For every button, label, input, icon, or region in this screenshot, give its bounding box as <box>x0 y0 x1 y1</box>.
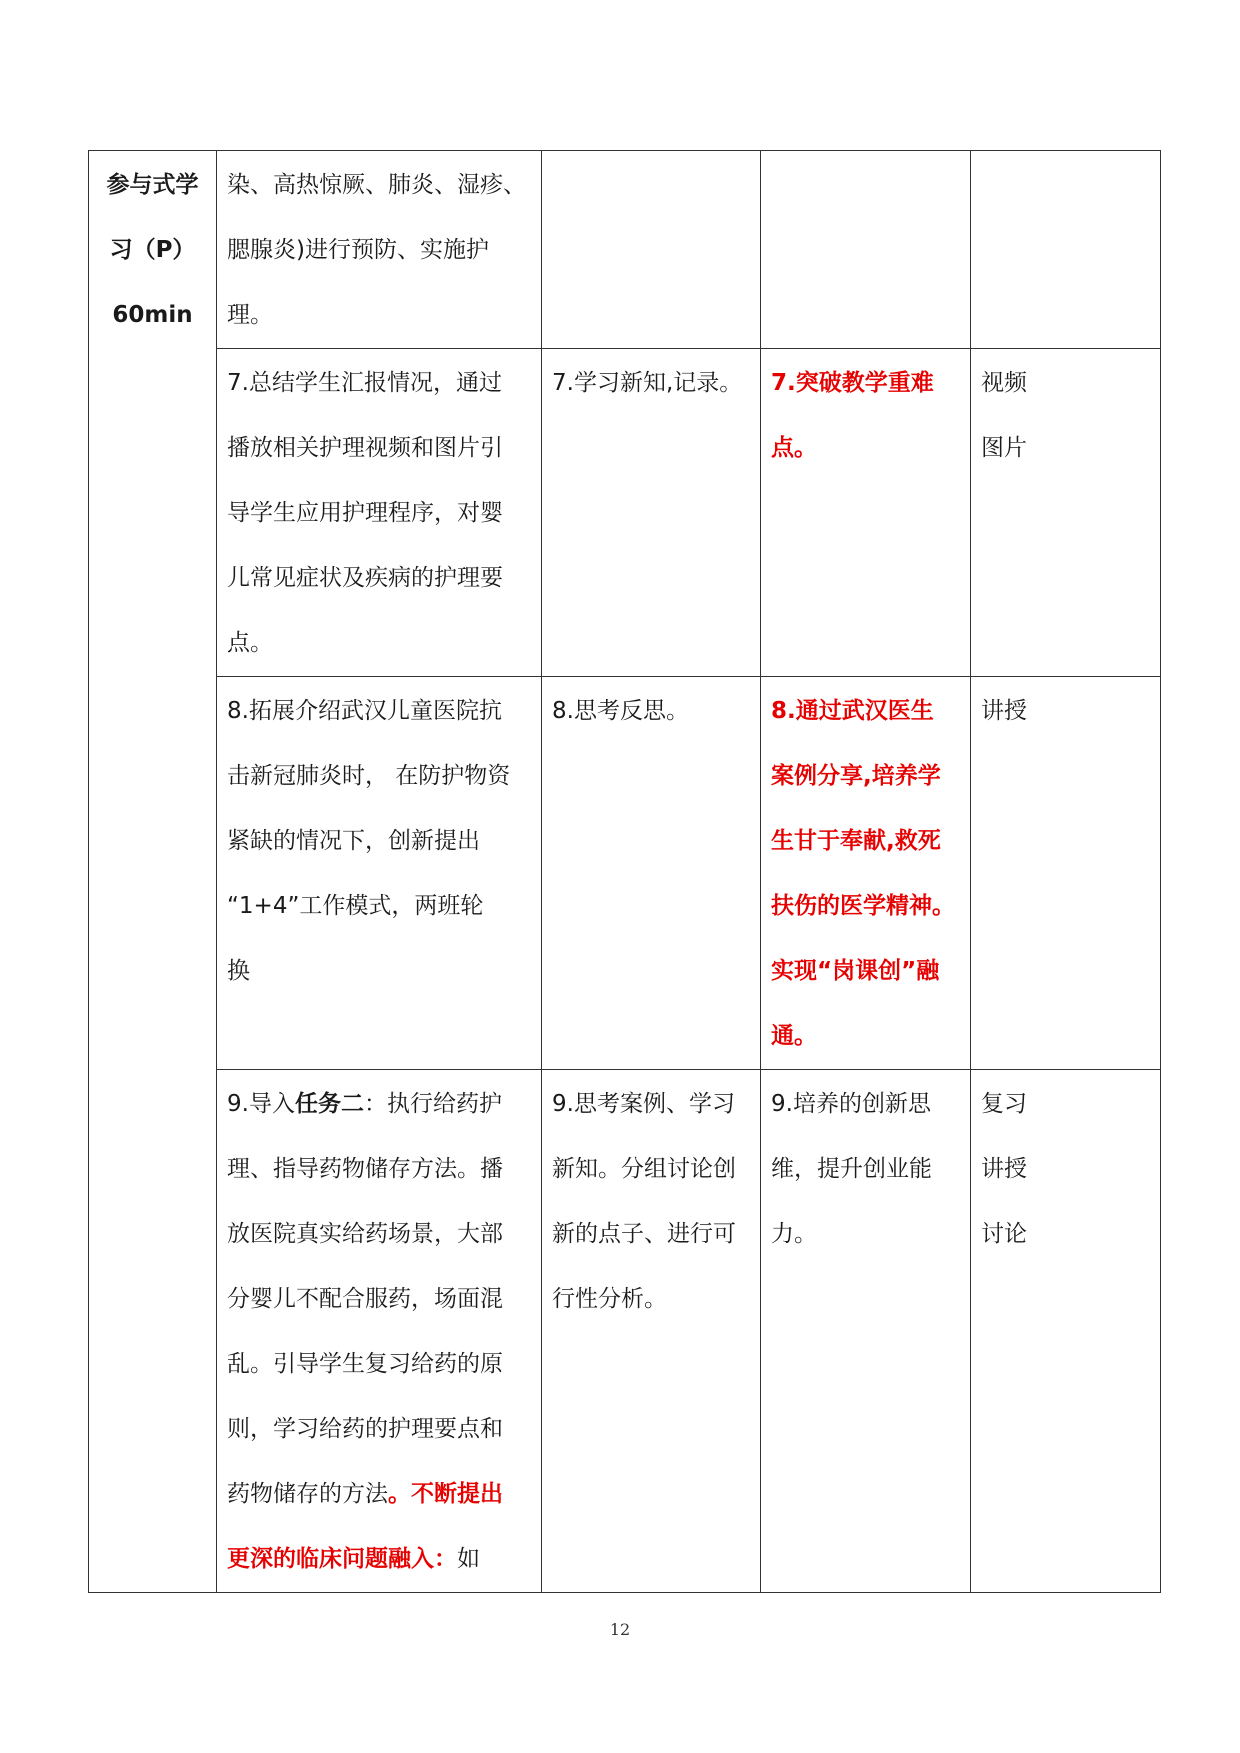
highlight-text: 实现“岗课创”融 <box>771 958 940 984</box>
student-activity-cell <box>542 1070 761 1593</box>
text-line: 放医院真实给药场景，大部 <box>227 1221 503 1247</box>
method-item: 视频 <box>981 370 1027 396</box>
text-fragment: ：执行给药护 <box>363 1091 502 1117</box>
text-line: 点。 <box>227 630 273 656</box>
method-item: 图片 <box>981 435 1027 461</box>
phase-line: 习（P） <box>109 237 196 263</box>
text-line: 导学生应用护理程序，对婴 <box>227 500 503 526</box>
highlight-text: 案例分享,培养学 <box>771 763 941 789</box>
highlight-text: 8.通过武汉医生 <box>771 698 934 724</box>
phase-duration: 60min <box>112 302 193 328</box>
page-number: 12 <box>609 1620 631 1639</box>
lesson-plan-table <box>88 150 1161 1593</box>
text-line: 9.思考案例、学习 <box>552 1091 735 1117</box>
text-line: 新知。分组讨论创 <box>552 1156 736 1182</box>
design-intent-cell <box>761 1070 971 1593</box>
student-activity-cell <box>542 349 761 677</box>
text-line: 新的点子、进行可 <box>552 1221 736 1247</box>
table-row <box>89 151 1161 349</box>
text-fragment: 药物储存的方法 <box>227 1481 388 1507</box>
text-line: 理、指导药物储存方法。播 <box>227 1156 503 1182</box>
teacher-activity-cell <box>217 677 542 1070</box>
text-line: 理。 <box>227 302 273 328</box>
method-cell <box>971 151 1161 349</box>
text-line: 播放相关护理视频和图片引 <box>227 435 503 461</box>
student-activity-cell <box>542 677 761 1070</box>
highlight-text: 。不断提出 <box>388 1481 503 1507</box>
highlight-text: 点。 <box>771 435 817 461</box>
design-intent-cell <box>761 151 971 349</box>
design-intent-cell <box>761 349 971 677</box>
method-cell <box>971 349 1161 677</box>
table-row <box>89 677 1161 1070</box>
text-line: 乱。引导学生复习给药的原 <box>227 1351 503 1377</box>
text-line: 分婴儿不配合服药，场面混 <box>227 1286 503 1312</box>
text-line: 换 <box>227 958 250 984</box>
student-activity-cell <box>542 151 761 349</box>
text-line: 9.培养的创新思 <box>771 1091 931 1117</box>
phase-line: 参与式学 <box>106 172 199 198</box>
teacher-activity-cell <box>217 1070 542 1593</box>
highlight-text: 更深的临床问题融入： <box>227 1546 457 1572</box>
text-line: 8.拓展介绍武汉儿童医院抗 <box>227 698 502 724</box>
highlight-text: 扶伤的医学精神。 <box>771 893 955 919</box>
text-line <box>227 1462 531 1527</box>
text-line: “1+4”工作模式，两班轮 <box>227 893 484 919</box>
text-line: 7.总结学生汇报情况，通过 <box>227 370 502 396</box>
text-line: 腮腺炎)进行预防、实施护 <box>227 237 489 263</box>
text-line: 染、高热惊厥、肺炎、湿疹、 <box>227 172 526 198</box>
text-line <box>227 1527 531 1592</box>
text-line: 紧缺的情况下，创新提出 <box>227 828 480 854</box>
table-row <box>89 349 1161 677</box>
method-cell <box>971 1070 1161 1593</box>
method-item: 复习 <box>981 1091 1027 1117</box>
task-prefix: 9.导入 <box>227 1091 295 1117</box>
task-title: 任务二 <box>294 1091 364 1117</box>
method-cell <box>971 677 1161 1070</box>
text-line: 行性分析。 <box>552 1286 667 1312</box>
highlight-text: 7.突破教学重难 <box>771 370 934 396</box>
text-line: 儿常见症状及疾病的护理要 <box>227 565 503 591</box>
text-fragment: 如 <box>457 1546 480 1572</box>
text-line: 8.思考反思。 <box>552 698 689 724</box>
method-item: 讨论 <box>981 1221 1027 1247</box>
text-line <box>227 1072 531 1137</box>
text-line: 力。 <box>771 1221 817 1247</box>
text-line: 击新冠肺炎时， 在防护物资 <box>227 763 511 789</box>
text-line: 维，提升创业能 <box>771 1156 932 1182</box>
phase-cell <box>89 151 217 1593</box>
method-item: 讲授 <box>981 1156 1027 1182</box>
highlight-text: 通。 <box>771 1023 817 1049</box>
table-row <box>89 1070 1161 1593</box>
highlight-text: 生甘于奉献,救死 <box>771 828 941 854</box>
method-item: 讲授 <box>981 698 1027 724</box>
teacher-activity-cell <box>217 349 542 677</box>
text-line: 7.学习新知,记录。 <box>552 370 743 396</box>
text-line: 则，学习给药的护理要点和 <box>227 1416 503 1442</box>
teacher-activity-cell <box>217 151 542 349</box>
design-intent-cell <box>761 677 971 1070</box>
